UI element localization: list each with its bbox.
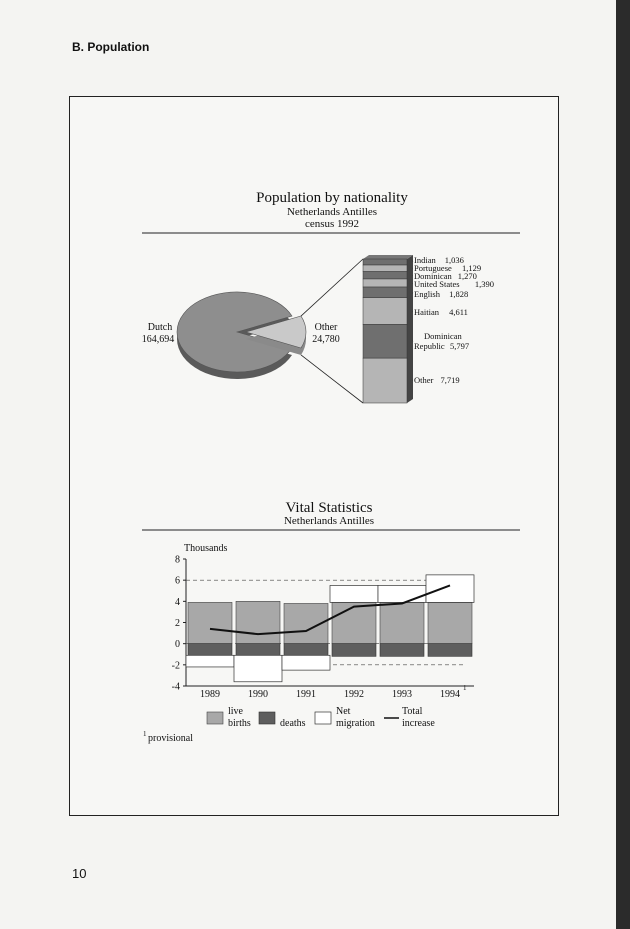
bar-deaths: [380, 644, 424, 657]
bar-net-migration: [282, 655, 330, 670]
bar-deaths: [428, 644, 472, 657]
x-tick-label: 1992: [344, 689, 364, 700]
stack-label: English: [414, 289, 440, 299]
pie-value-other: 24,780: [312, 334, 340, 345]
footnote-mark: 1: [143, 730, 147, 738]
pie-label-other: Other: [314, 322, 338, 333]
stack-label: Republic: [414, 341, 445, 351]
stack-value: 4,611: [449, 307, 468, 317]
stack-value: 1,828: [449, 289, 469, 299]
bar-deaths: [188, 644, 232, 656]
footnote-text: provisional: [148, 733, 193, 744]
legend-label-live-births: live: [228, 706, 243, 717]
legend-label-deaths: deaths: [280, 718, 306, 729]
stack-top-face: [363, 255, 413, 259]
stack-label: Portuguese: [414, 263, 452, 273]
x-tick-label: 1991: [296, 689, 316, 700]
stack-label: Indian: [414, 255, 436, 265]
vital-subtitle: Netherlands Antilles: [283, 515, 375, 527]
stack-label: Haitian: [414, 307, 440, 317]
bar-live-births: [428, 602, 472, 643]
bar-net-migration: [234, 655, 282, 681]
stack-label: Dominican: [414, 271, 452, 281]
bar-live-births: [380, 602, 424, 643]
stack-segment: [363, 324, 407, 358]
y-tick-label: -4: [171, 681, 180, 693]
bar-net-migration: [426, 575, 474, 603]
stack-value: 1,270: [457, 271, 477, 281]
x-tick-label: 1994: [440, 689, 460, 700]
x-tick-superscript: 1: [463, 684, 467, 692]
y-tick-label: 6: [175, 575, 180, 587]
other-breakdown-stack: [363, 255, 413, 403]
y-tick-label: -2: [171, 660, 180, 672]
x-tick-label: 1990: [248, 689, 268, 700]
stack-label: Dominican: [424, 331, 462, 341]
vital-title: Vital Statistics: [285, 500, 373, 516]
legend-label-net-migration: migration: [336, 718, 375, 729]
pie-subtitle: Netherlands Antilles: [286, 206, 378, 218]
stack-label: Other: [414, 375, 434, 385]
bar-deaths: [284, 644, 328, 656]
bar-deaths: [236, 644, 280, 656]
legend-label-net-migration: Net: [336, 706, 351, 717]
pie-title: Population by nationality: [256, 190, 408, 206]
stack-value: 1,390: [474, 279, 495, 289]
stack-value: 7,719: [440, 375, 460, 385]
legend-label-total-increase: increase: [402, 718, 435, 729]
section-title: B. Population: [72, 40, 150, 54]
bar-net-migration: [378, 585, 426, 602]
stack-segment: [363, 259, 407, 265]
stack-value: 1,036: [444, 255, 464, 265]
legend-label-total-increase: Total: [402, 706, 423, 717]
stack-segment: [363, 298, 407, 325]
bar-net-migration: [330, 585, 378, 602]
y-tick-label: 8: [175, 554, 180, 566]
stack-side-face: [407, 255, 413, 403]
vital-bars: [186, 575, 474, 682]
bar-live-births: [188, 602, 232, 643]
x-tick-label: 1989: [200, 689, 220, 700]
bar-deaths: [332, 644, 376, 657]
stack-segment: [363, 287, 407, 298]
y-tick-label: 0: [175, 639, 180, 651]
legend-label-live-births: births: [228, 718, 251, 729]
pie-connector-top: [301, 259, 363, 316]
stack-segment: [363, 265, 407, 272]
legend-swatch-net-migration: [315, 712, 331, 724]
page-number: 10: [72, 866, 87, 881]
stack-segment: [363, 279, 407, 287]
vital-legend: [207, 706, 435, 729]
pie-label-dutch: Dutch: [147, 322, 173, 333]
bar-net-migration: [186, 655, 234, 667]
stack-segment: [363, 272, 407, 279]
pie-value-dutch: 164,694: [141, 334, 175, 345]
bar-live-births: [332, 602, 376, 643]
pie-subtitle2: census 1992: [304, 218, 360, 230]
x-tick-label: 1993: [392, 689, 412, 700]
other-breakdown-labels: [412, 255, 494, 385]
stack-segment: [363, 358, 407, 403]
bar-live-births: [236, 601, 280, 643]
pie-connector-bottom: [301, 355, 363, 403]
y-tick-label: 4: [175, 596, 180, 608]
legend-swatch-deaths: [259, 712, 275, 724]
stack-label: United States: [414, 279, 460, 289]
stack-value: 5,797: [450, 341, 470, 351]
y-tick-label: 2: [175, 618, 180, 629]
legend-swatch-live-births: [207, 712, 223, 724]
stack-value: 1,129: [462, 263, 482, 273]
unit-label: Thousands: [184, 543, 228, 554]
